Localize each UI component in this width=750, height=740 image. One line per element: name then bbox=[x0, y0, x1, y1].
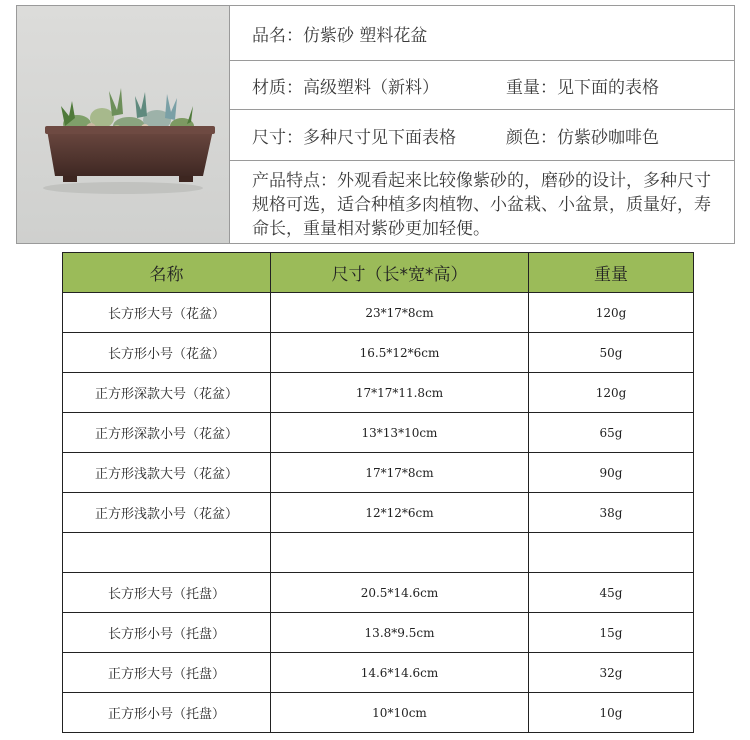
cell-name bbox=[63, 533, 271, 573]
cell-size: 13.8*9.5cm bbox=[271, 613, 529, 653]
material-weight-row bbox=[230, 61, 734, 110]
table-row bbox=[63, 693, 694, 733]
cell-weight: 38g bbox=[529, 493, 694, 533]
header-name: 名称 bbox=[63, 253, 271, 293]
cell-name: 正方形深款小号（花盆） bbox=[63, 413, 271, 453]
cell-size bbox=[271, 533, 529, 573]
size-color-row bbox=[230, 110, 734, 161]
color-note: 颜色：仿紫砂咖啡色 bbox=[506, 127, 659, 148]
cell-size: 16.5*12*6cm bbox=[271, 333, 529, 373]
table-row bbox=[63, 573, 694, 613]
cell-size: 17*17*8cm bbox=[271, 453, 529, 493]
cell-name: 长方形小号（托盘） bbox=[63, 613, 271, 653]
cell-size: 17*17*11.8cm bbox=[271, 373, 529, 413]
cell-weight: 32g bbox=[529, 653, 694, 693]
cell-size: 20.5*14.6cm bbox=[271, 573, 529, 613]
cell-weight: 50g bbox=[529, 333, 694, 373]
material: 材质：高级塑料（新料） bbox=[252, 77, 439, 98]
table-row bbox=[63, 653, 694, 693]
cell-size: 13*13*10cm bbox=[271, 413, 529, 453]
cell-size: 23*17*8cm bbox=[271, 293, 529, 333]
table-header-row bbox=[63, 253, 694, 293]
table-row bbox=[63, 493, 694, 533]
cell-name: 正方形浅款小号（花盆） bbox=[63, 493, 271, 533]
table-row bbox=[63, 413, 694, 453]
features-row bbox=[230, 161, 734, 243]
cell-name: 长方形小号（花盆） bbox=[63, 333, 271, 373]
header-size: 尺寸（长*宽*高） bbox=[271, 253, 529, 293]
cell-weight: 90g bbox=[529, 453, 694, 493]
product-photo bbox=[17, 6, 230, 243]
header-weight: 重量 bbox=[529, 253, 694, 293]
product-name-row bbox=[230, 6, 734, 61]
cell-weight bbox=[529, 533, 694, 573]
table-row bbox=[63, 613, 694, 653]
spec-table bbox=[62, 252, 694, 733]
table-row bbox=[63, 453, 694, 493]
cell-weight: 120g bbox=[529, 373, 694, 413]
cell-weight: 10g bbox=[529, 693, 694, 733]
cell-name: 长方形大号（托盘） bbox=[63, 573, 271, 613]
table-row bbox=[63, 293, 694, 333]
table-row bbox=[63, 373, 694, 413]
table-row-empty bbox=[63, 533, 694, 573]
cell-name: 正方形小号（托盘） bbox=[63, 693, 271, 733]
cell-weight: 65g bbox=[529, 413, 694, 453]
cell-size: 10*10cm bbox=[271, 693, 529, 733]
cell-name: 正方形大号（托盘） bbox=[63, 653, 271, 693]
succulent-pot-image bbox=[17, 6, 229, 243]
info-rows bbox=[230, 6, 734, 243]
cell-weight: 15g bbox=[529, 613, 694, 653]
cell-weight: 120g bbox=[529, 293, 694, 333]
weight-note: 重量：见下面的表格 bbox=[506, 77, 659, 98]
cell-weight: 45g bbox=[529, 573, 694, 613]
cell-name: 正方形深款大号（花盆） bbox=[63, 373, 271, 413]
table-row bbox=[63, 333, 694, 373]
product-name: 品名：仿紫砂 塑料花盆 bbox=[252, 25, 428, 46]
cell-size: 12*12*6cm bbox=[271, 493, 529, 533]
product-info-box bbox=[16, 5, 735, 244]
cell-name: 正方形浅款大号（花盆） bbox=[63, 453, 271, 493]
size-note: 尺寸：多种尺寸见下面表格 bbox=[252, 127, 456, 148]
cell-name: 长方形大号（花盆） bbox=[63, 293, 271, 333]
cell-size: 14.6*14.6cm bbox=[271, 653, 529, 693]
features-text: 产品特点：外观看起来比较像紫砂的，磨砂的设计，多种尺寸规格可选，适合种植多肉植物、小盆栽、小盆景，质量好，寿命长，重量相对紫砂更加轻便。 bbox=[252, 171, 711, 239]
